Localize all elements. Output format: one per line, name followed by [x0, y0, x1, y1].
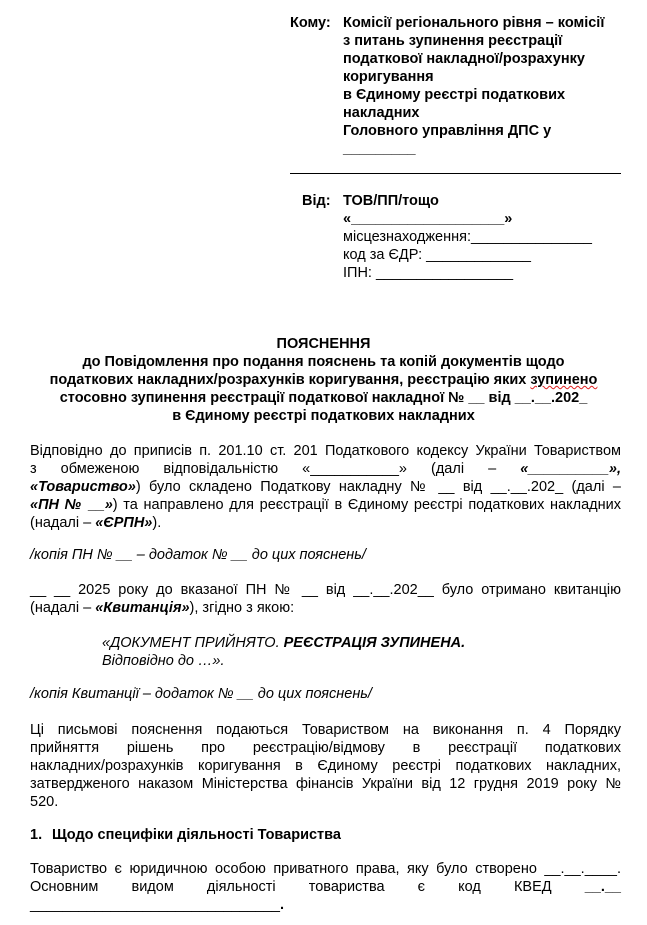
- doc-subtitle-line-2: податкових накладних/розрахунків коригування, реєстрацію яких зупинено: [49, 372, 598, 388]
- paragraph-line: Товариство є юридичною особою приватного права, яку було створено __.__.____.: [30, 861, 621, 877]
- sender-line: «___________________»: [343, 211, 513, 227]
- sender-line: ІПН: _________________: [343, 265, 514, 281]
- addressee-line: податкової накладної/розрахунку: [343, 51, 585, 67]
- sender-line: ТОВ/ПП/тощо: [343, 193, 439, 209]
- from-label: Від:: [302, 193, 331, 209]
- paragraph-line: затвердженого наказом Міністерства фінансів України від 12 грудня 2019 року №: [30, 776, 621, 792]
- doc-title: ПОЯСНЕННЯ: [276, 336, 371, 352]
- paragraph-line: 520.: [30, 794, 59, 810]
- paragraph-line: _______________________________.: [30, 897, 285, 913]
- paragraph-line: з обмеженою відповідальністю «___________» (далі – «__________»,: [30, 461, 621, 477]
- sender-line: код за ЄДР: _____________: [343, 247, 531, 263]
- receipt-quote-line-2: Відповідно до …».: [102, 653, 225, 669]
- paragraph-line: накладних/розрахунків коригування в Єдиному реєстрі податкових накладних,: [30, 758, 621, 774]
- sender-line: місцезнаходження:_______________: [343, 229, 592, 245]
- paragraph-line: Відповідно до приписів п. 201.10 ст. 201 Податкового кодексу України Товариством: [30, 443, 621, 459]
- addressee-line: Комісії регіонального рівня – комісії: [343, 15, 605, 31]
- addressee-line: накладних: [343, 105, 420, 121]
- addressee-line: коригування: [343, 69, 434, 85]
- attachment-note-pn: /копія ПН № __ – додаток № __ до цих пояснень/: [30, 547, 366, 563]
- addressee-line: _________: [343, 141, 416, 157]
- section-1-number: 1.: [30, 827, 43, 843]
- paragraph-line: «Товариство») було складено Податкову накладну № __ від __.__.202_ (далі –: [30, 479, 621, 495]
- attachment-note-receipt: /копія Квитанції – додаток № __ до цих пояснень/: [30, 686, 372, 702]
- doc-subtitle-line-3: стосовно зупинення реєстрації податкової накладної № __ від __.__.202_: [59, 390, 588, 406]
- paragraph-line: (надалі – «ЄРПН»).: [30, 515, 162, 531]
- receipt-quote-line-1: «ДОКУМЕНТ ПРИЙНЯТО. РЕЄСТРАЦІЯ ЗУПИНЕНА.: [102, 635, 466, 651]
- paragraph-line: Основним видом діяльності товариства є код КВЕД __.__: [30, 879, 621, 895]
- section-1-title: Щодо специфіки діяльності Товариства: [52, 827, 341, 843]
- addressee-line: з питань зупинення реєстрації: [343, 33, 563, 49]
- addressee-line: в Єдиному реєстрі податкових: [343, 87, 566, 103]
- paragraph-line: (надалі – «Квитанція»), згідно з якою:: [30, 600, 295, 616]
- paragraph-line: __ __ 2025 року до вказаної ПН № __ від __.__.202__ було отримано квитанцію: [30, 582, 621, 598]
- doc-subtitle-line-4: в Єдиному реєстрі податкових накладних: [172, 408, 475, 424]
- to-label: Кому:: [290, 15, 331, 31]
- paragraph-line: Ці письмові пояснення подаються Товариством на виконання п. 4 Порядку: [30, 722, 621, 738]
- doc-subtitle-line-1: до Повідомлення про подання пояснень та копій документів щодо: [82, 354, 565, 370]
- addressee-divider: [290, 173, 621, 174]
- paragraph-line: прийняття рішень про реєстрацію/відмову в реєстрації податкових: [30, 740, 621, 756]
- spellcheck-word: зупинено: [530, 372, 598, 388]
- addressee-line: Головного управління ДПС у: [343, 123, 552, 139]
- paragraph-line: «ПН № __») та направлено для реєстрації в Єдиному реєстрі податкових накладних: [30, 497, 621, 513]
